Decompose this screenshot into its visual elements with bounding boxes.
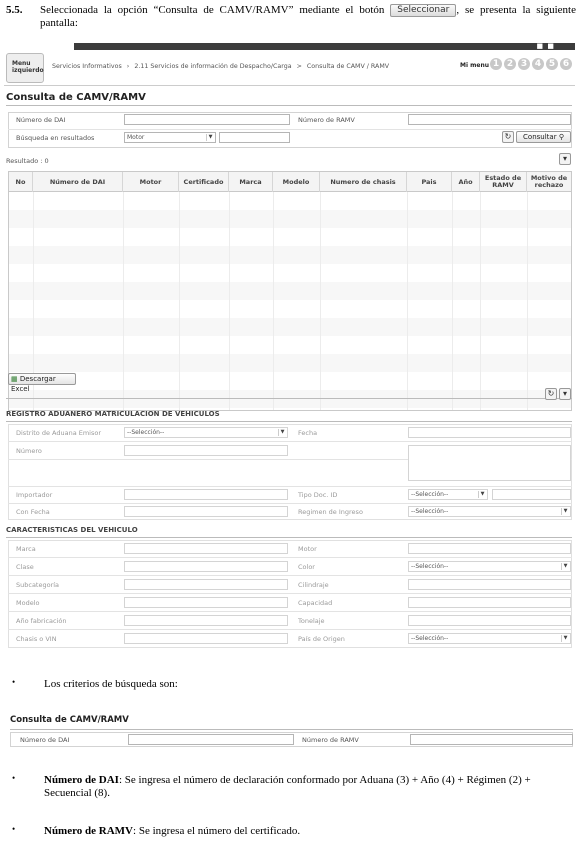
page-title: Consulta de CAMV/RAMV	[6, 92, 146, 103]
chevron-down-icon: ▼	[561, 635, 569, 642]
marca-field	[124, 543, 288, 554]
capacidad-field	[408, 597, 571, 608]
tipodoc-number-field	[492, 489, 571, 500]
breadcrumb-item[interactable]: Servicios Informativos	[52, 63, 122, 70]
importador-label: Importador	[16, 491, 53, 499]
table-row	[9, 390, 571, 408]
tonelaje-label: Tonelaje	[298, 617, 325, 625]
seleccionar-button-image: Seleccionar	[390, 4, 456, 17]
col-header[interactable]: No	[9, 172, 33, 192]
bullet-dot: •	[12, 773, 16, 783]
motor-field	[408, 543, 571, 554]
col-header[interactable]: Año	[452, 172, 480, 192]
refresh-icon[interactable]: ↻	[502, 131, 514, 143]
filter-label: Búsqueda en resultados	[16, 134, 95, 142]
col-header[interactable]: Marca	[229, 172, 273, 192]
table-row	[9, 246, 571, 264]
mi-menu-label: Mi menu	[460, 62, 489, 69]
dai-input[interactable]	[124, 114, 290, 125]
chevron-down-icon: ▼	[206, 134, 214, 141]
bullet-text: Número de RAMV: Se ingresa el número del certificado.	[44, 825, 301, 837]
crop-dai-input[interactable]	[128, 734, 294, 745]
step-circle[interactable]: 5	[546, 58, 558, 70]
screenshot-search-criteria	[8, 715, 575, 750]
section-number: 5.5.	[6, 4, 23, 16]
regimen-select[interactable]: --Selección-- ▼	[408, 506, 571, 517]
bullet-dot: •	[12, 677, 16, 687]
step-circle[interactable]: 1	[490, 58, 502, 70]
anio-label: Año fabricación	[16, 617, 67, 625]
crop-dai-label: Número de DAI	[20, 736, 70, 744]
step-circle[interactable]: 6	[560, 58, 572, 70]
descargar-excel-button[interactable]: ▦ Descargar Excel	[8, 373, 76, 385]
registry-section-title: REGISTRO ADUANERO MATRICULACION DE VEHICULOS	[6, 410, 220, 418]
breadcrumb-item[interactable]: 2.11 Servicios de información de Despacho/Carga	[134, 63, 292, 70]
dai-label: Número de DAI	[16, 116, 66, 124]
step-circle[interactable]: 2	[504, 58, 516, 70]
excel-icon: ▦	[11, 375, 18, 383]
breadcrumb-separator: ›	[126, 63, 130, 70]
search-icon: ⚲	[558, 133, 564, 141]
importador-field	[124, 489, 288, 500]
pais-label: País de Origen	[298, 635, 345, 643]
cilindraje-label: Cilindraje	[298, 581, 329, 589]
bullet-text: Los criterios de búsqueda son:	[44, 678, 178, 690]
filter-select[interactable]: Motor ▼	[124, 132, 216, 143]
table-row	[9, 282, 571, 300]
results-table	[8, 171, 572, 411]
bullet-dot: •	[12, 824, 16, 834]
col-header[interactable]: Estado de RAMV	[480, 172, 527, 192]
chevron-down-icon: ▼	[278, 429, 286, 436]
crop-title: Consulta de CAMV/RAMV	[10, 715, 129, 725]
numero-label: Número	[16, 447, 42, 455]
header-divider	[4, 85, 575, 86]
crop-ramv-input[interactable]	[410, 734, 573, 745]
distrito-label: Distrito de Aduana Emisor	[16, 429, 102, 437]
marca-label: Marca	[16, 545, 36, 553]
numero-extra-field	[408, 445, 571, 481]
chasis-field	[124, 633, 288, 644]
color-select[interactable]: --Selección-- ▼	[408, 561, 571, 572]
table-row	[9, 354, 571, 372]
table-row	[9, 210, 571, 228]
refresh-icon[interactable]: ↻	[545, 388, 557, 400]
menu-izquierdo-tab[interactable]: Menu izquierdo	[6, 53, 44, 83]
col-header[interactable]: Motivo de rechazo	[530, 174, 568, 189]
breadcrumb-item: Consulta de CAMV / RAMV	[306, 63, 390, 70]
top-dark-bar: ■ ■	[74, 43, 575, 50]
step-circle[interactable]: 3	[518, 58, 530, 70]
col-header[interactable]: Motor	[123, 172, 179, 192]
tipodoc-select[interactable]: --Selección-- ▼	[408, 489, 488, 500]
chevron-down-icon[interactable]: ▾	[559, 388, 571, 400]
chevron-down-icon: ▼	[478, 491, 486, 498]
section-divider	[6, 398, 572, 399]
crop-ramv-label: Número de RAMV	[302, 736, 359, 744]
cilindraje-field	[408, 579, 571, 590]
breadcrumb	[52, 63, 392, 70]
modelo-label: Modelo	[16, 599, 40, 607]
consultar-button[interactable]: Consultar ⚲	[516, 131, 571, 143]
confecha-field	[124, 506, 288, 517]
subcategoria-label: Subcategoría	[16, 581, 60, 589]
vehicle-section-title: CARACTERISTICAS DEL VEHICULO	[6, 526, 138, 534]
regimen-label: Regimen de Ingreso	[298, 508, 363, 516]
tonelaje-field	[408, 615, 571, 626]
modelo-field	[124, 597, 288, 608]
confecha-label: Con Fecha	[16, 508, 50, 516]
breadcrumb-separator: >	[296, 63, 302, 70]
table-row	[9, 318, 571, 336]
ramv-label: Número de RAMV	[298, 116, 355, 124]
chevron-down-icon: ▼	[561, 508, 569, 515]
intro-text: Seleccionada la opción “Consulta de CAMV/RAMV” mediante el botón Seleccionar , se presenta la siguiente pantalla:	[40, 4, 576, 30]
col-header[interactable]: Modelo	[273, 172, 320, 192]
capacidad-label: Capacidad	[298, 599, 333, 607]
filter-input[interactable]	[219, 132, 290, 143]
pais-select[interactable]: --Selección-- ▼	[408, 633, 571, 644]
distrito-select[interactable]: --Selección-- ▼	[124, 427, 288, 438]
color-label: Color	[298, 563, 315, 571]
title-divider	[6, 105, 572, 106]
col-header[interactable]: Número de DAI	[33, 172, 123, 192]
numero-field	[124, 445, 288, 456]
clase-label: Clase	[16, 563, 34, 571]
col-header[interactable]: Certificado	[179, 172, 229, 192]
chevron-down-icon: ▼	[561, 563, 569, 570]
bullet-text: Número de DAI: Se ingresa el número de declaración conformado por Aduana (3) + Año (4) + Régimen (2) + Secuencial (8).	[44, 774, 531, 799]
fecha-field	[408, 427, 571, 438]
fecha-label: Fecha	[298, 429, 318, 437]
clase-field	[124, 561, 288, 572]
screenshot-consulta-camv	[4, 43, 575, 649]
ramv-input[interactable]	[408, 114, 571, 125]
col-header[interactable]: Numero de chasis	[320, 172, 407, 192]
motor-label: Motor	[298, 545, 317, 553]
subcategoria-field	[124, 579, 288, 590]
chevron-down-icon[interactable]: ▾	[559, 153, 571, 165]
result-count: Resultado : 0	[6, 157, 49, 165]
col-header[interactable]: Pais	[407, 172, 452, 192]
table-header	[9, 172, 571, 192]
chasis-label: Chasis o VIN	[16, 635, 57, 643]
step-indicator	[490, 58, 572, 70]
tipodoc-label: Tipo Doc. ID	[298, 491, 338, 499]
anio-field	[124, 615, 288, 626]
row-divider	[8, 129, 572, 130]
step-circle[interactable]: 4	[532, 58, 544, 70]
